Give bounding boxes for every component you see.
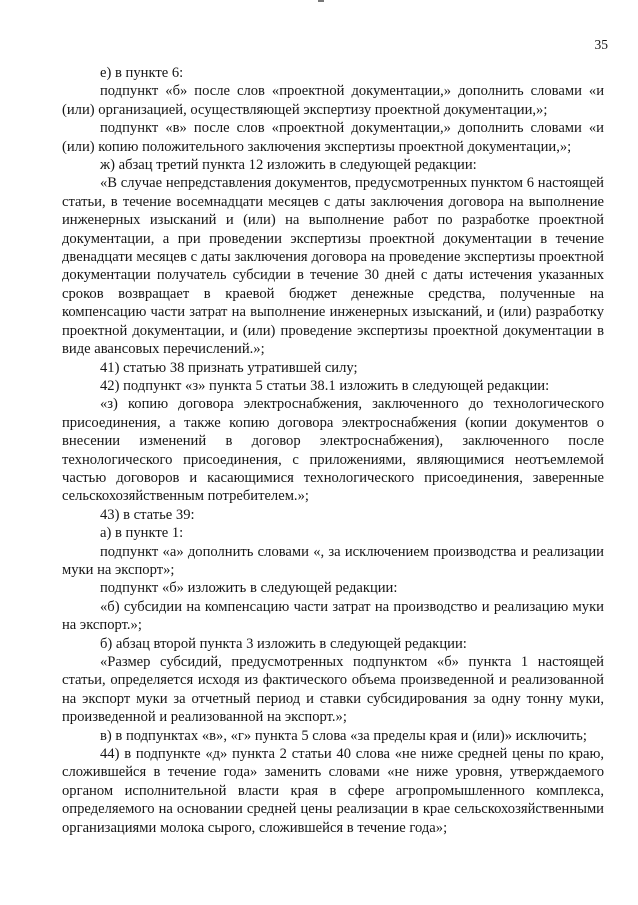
paragraph: 44) в подпункте «д» пункта 2 статьи 40 слова «не ниже средней цены по краю, сложившейся в течение года» заменить словами «не ниже уровня, утверждаемого органом исполнительной власти края в сфере агропромышленного комплекса, определяемого на основании средней цены реализации в крае сельскохозяйственными организациями молока сырого, сложившейся в течение года»;	[62, 746, 604, 836]
paragraph: «Размер субсидий, предусмотренных подпунктом «б» пункта 1 настоящей статьи, определяется исходя из фактического объема произведенной и реализованной на экспорт муки за отчетный период и ставки субсидирования за одну тонну муки, произведенной и реализованной на экспорт.»;	[62, 654, 604, 726]
paragraph: е) в пункте 6:	[100, 65, 184, 81]
page-number: 35	[594, 37, 608, 52]
paragraph: подпункт «в» после слов «проектной документации,» дополнить словами «и (или) копию положительного заключения экспертизы проектной документации,»;	[62, 120, 604, 155]
paragraph: ж) абзац третий пункта 12 изложить в следующей редакции:	[100, 157, 477, 174]
paragraph: подпункт «б» изложить в следующей редакции:	[100, 580, 398, 597]
paragraph: а) в пункте 1:	[100, 525, 184, 542]
paragraph: 42) подпункт «з» пункта 5 статьи 38.1 изложить в следующей редакции:	[100, 377, 550, 394]
paragraph: подпункт «а» дополнить словами «, за исключением производства и реализации муки на экспорт»;	[62, 543, 604, 578]
paragraph: «В случае непредставления документов, предусмотренных пунктом 6 настоящей статьи, в течение восемнадцати месяцев с даты заключения договора на выполнение инженерных изысканий и (или) на выполнение работ по разработке проектной документации, а при проведении экспертизы проектной документации в течение двенадцати месяцев с даты заключения договора на проведение экспертизы проектной документации получатель субсидии в течение 30 дней с даты истечения указанных сроков возвращает в краевой бюджет денежные средства, полученные на компенсацию части затрат на выполнение инженерных изысканий, и (или) разработку проектной документации, и (или) проведение экспертизы проектной документации в виде авансовых перечислений.»;	[62, 175, 604, 358]
paragraph: 41) статью 38 признать утратившей силу;	[100, 359, 358, 376]
paragraph: «з) копию договора электроснабжения, заключенного до технологического присоединения, а также копию договора электроснабжения (копии документов о внесении изменений в договор электроснабжения), заключенного после технологического присоединения, с приложениями, являющимися неотъемлемой частью договоров и касающимися технологического присоединения, заверенные сельскохозяйственным потребителем.»;	[62, 396, 604, 505]
paragraph: в) в подпунктах «в», «г» пункта 5 слова «за пределы края и (или)» исключить;	[100, 727, 587, 744]
paragraph: б) абзац второй пункта 3 изложить в следующей редакции:	[100, 635, 467, 652]
scan-mark	[318, 0, 324, 2]
paragraph: подпункт «б» после слов «проектной документации,» дополнить словами «и (или) организацией, осуществляющей экспертизу проектной документации,»;	[62, 83, 604, 118]
paragraph: «б) субсидии на компенсацию части затрат на производство и реализацию муки на экспорт.»;	[62, 598, 604, 634]
document-body	[62, 64, 604, 837]
paragraph: 43) в статье 39:	[100, 506, 195, 523]
